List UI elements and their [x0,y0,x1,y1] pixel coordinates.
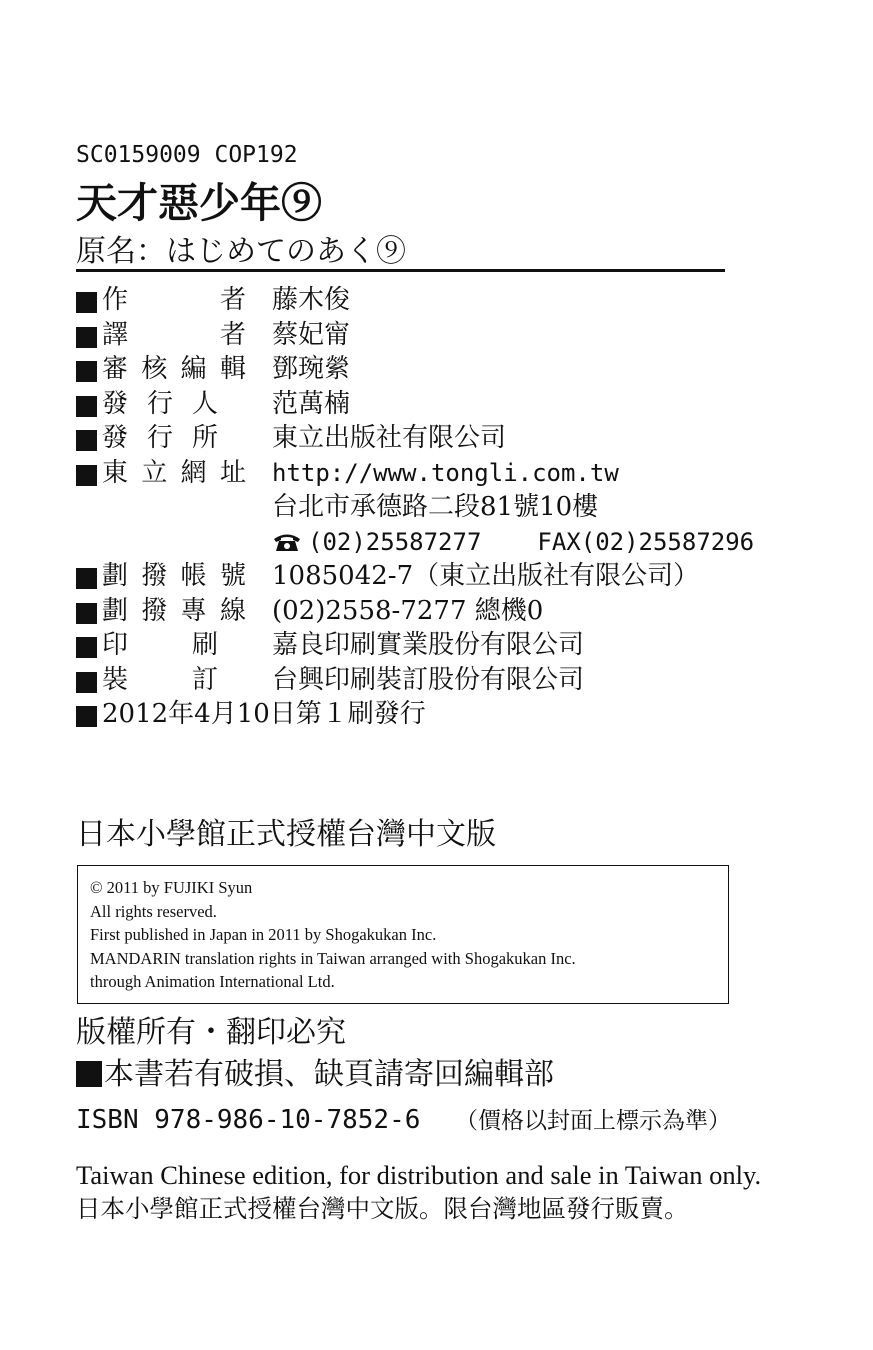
license-statement: 日本小學館正式授權台灣中文版 [76,817,496,852]
first-print-row [76,697,796,732]
product-codes: SC0159009 COP192 [76,142,298,168]
credit-value: 藤木俊 [272,285,351,315]
credit-row-postal-line [76,594,796,629]
credit-value: (02)2558-7277 總機0 [272,595,544,626]
credit-label: 譯 者 [102,319,246,350]
credit-value: 鄧琬縈 [272,354,351,384]
bullet-square-icon [76,706,97,727]
credit-label: 審核編輯 [102,354,246,384]
copyright-line: through Animation International Ltd. [90,972,335,991]
credit-value: 東立出版社有限公司 [272,423,507,453]
book-title: 天才惡少年⑨ [76,179,322,227]
contact-numbers [272,525,754,559]
credit-row-binding [76,663,796,698]
credit-value: 范萬楠 [272,388,351,419]
phone-number: (02)25587277 [308,527,482,556]
website-url: http://www.tongli.com.tw [272,458,619,487]
credit-row-website [76,456,796,491]
credit-label: 劃撥專線 [102,595,246,626]
copyright-line: MANDARIN translation rights in Taiwan arranged with Shogakukan Inc. [90,948,576,968]
credits-list [76,283,796,732]
bullet-square-icon [76,637,97,658]
credit-row-publishing-house [76,421,796,456]
credit-row-translator [76,318,796,353]
title-divider [76,269,725,272]
contact-row [76,525,796,560]
original-title: 原名：はじめてのあく⑨ [76,234,406,269]
bullet-square-icon [76,1061,102,1087]
bullet-square-icon [76,568,97,589]
copyright-line: First published in Japan in 2011 by Shogakukan Inc. [90,925,437,944]
credit-value: 1085042-7（東立出版社有限公司） [272,561,700,591]
credit-row-postal-account [76,559,796,594]
bullet-square-icon [76,672,97,693]
copyright-box [77,865,729,1004]
credit-label: 東立網址 [102,457,246,488]
credit-label: 作 者 [102,285,246,315]
damage-notice-row [76,1055,554,1095]
credit-label: 印 刷 [102,630,218,660]
bullet-square-icon [76,327,97,348]
distribution-note-zh: 日本小學館正式授權台灣中文版。限台灣地區發行販賣。 [76,1194,689,1223]
bullet-square-icon [76,603,97,624]
address: 台北市承德路二段81號10樓 [272,492,599,522]
address-row [76,490,796,525]
first-print-date: 2012年4月10日第１刷發行 [102,699,426,729]
bullet-square-icon [76,430,97,451]
credit-value: 嘉良印刷實業股份有限公司 [272,630,585,660]
bullet-square-icon [76,361,97,382]
rights-notice: 版權所有・翻印必究 [76,1015,346,1050]
telephone-icon [272,532,302,552]
bullet-square-icon [76,396,97,417]
credit-row-publisher [76,387,796,422]
credit-row-editor [76,352,796,387]
price-note: （價格以封面上標示為準） [455,1108,731,1134]
bullet-square-icon [76,465,97,486]
copyright-line: © 2011 by FUJIKI Syun [90,878,253,897]
fax-number: FAX(02)25587296 [537,527,755,556]
isbn: ISBN 978-986-10-7852-6 [76,1105,421,1135]
distribution-note-en: Taiwan Chinese edition, for distribution and sale in Taiwan only. [76,1160,762,1190]
credit-value: 蔡妃甯 [272,319,351,350]
credit-label: 發行人 [102,388,218,419]
credit-row-printing [76,628,796,663]
copyright-line: All rights reserved. [90,901,217,921]
credit-value: 台興印刷裝訂股份有限公司 [272,664,585,695]
credit-label: 發行所 [102,423,218,453]
credit-label: 裝 訂 [102,664,218,695]
bullet-square-icon [76,292,97,313]
credit-label: 劃撥帳號 [102,561,246,591]
damage-notice: 本書若有破損、缺頁請寄回編輯部 [104,1057,554,1092]
credit-row-author [76,283,796,318]
